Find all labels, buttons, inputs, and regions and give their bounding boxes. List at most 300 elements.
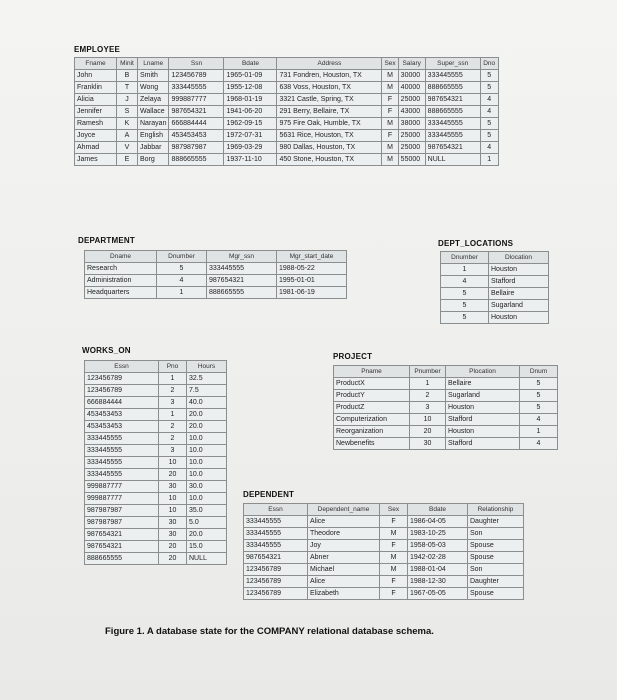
table-cell: S [117,106,138,118]
table-cell: Reorganization [334,426,410,438]
table-cell: 2 [159,433,187,445]
table-cell: 1942-02-28 [408,552,468,564]
table-cell: Bellaire [489,288,549,300]
table-cell: 333445555 [425,70,480,82]
column-header: Pname [334,366,410,378]
table-cell: 5 [441,300,489,312]
table-row [244,564,524,576]
table-row [85,421,227,433]
table-cell: Houston [446,426,520,438]
dept-locations-title: DEPT_LOCATIONS [438,239,514,248]
table-cell: 1 [480,154,498,166]
table-cell: F [382,94,398,106]
column-header: Essn [85,361,159,373]
table-cell: Daughter [468,516,524,528]
table-cell: 333445555 [85,445,159,457]
column-header: Hours [187,361,227,373]
table-row [75,94,499,106]
works-on-table [84,360,227,565]
table-cell: K [117,118,138,130]
table-cell: Zelaya [138,94,169,106]
table-cell: 333445555 [85,457,159,469]
table-cell: 4 [480,94,498,106]
table-cell: Houston [489,312,549,324]
table-cell: F [380,576,408,588]
table-cell: 123456789 [244,564,308,576]
table-row [334,402,558,414]
header-row [244,504,524,516]
table-cell: 38000 [398,118,425,130]
table-cell: Sugarland [489,300,549,312]
table-cell: 20 [159,469,187,481]
table-cell: 1 [441,264,489,276]
table-cell: 1972-07-31 [224,130,277,142]
table-cell: 638 Voss, Houston, TX [277,82,382,94]
table-row [441,312,549,324]
table-cell: M [380,528,408,540]
header-row [334,366,558,378]
table-cell: 333445555 [207,263,277,275]
table-cell: 5 [520,402,558,414]
table-cell: 25000 [398,130,425,142]
table-cell: 1986-04-05 [408,516,468,528]
table-row [85,529,227,541]
table-cell: 1955-12-08 [224,82,277,94]
table-cell: M [380,564,408,576]
table-cell: Alicia [75,94,117,106]
column-header: Super_ssn [425,58,480,70]
column-header: Sex [380,504,408,516]
table-cell: 888665555 [85,553,159,565]
table-cell: 10 [159,505,187,517]
table-cell: Spouse [468,588,524,600]
table-row [75,70,499,82]
table-cell: 30 [159,529,187,541]
table-cell: 3 [159,445,187,457]
table-cell: 2 [159,421,187,433]
table-cell: 450 Stone, Houston, TX [277,154,382,166]
table-cell: 987654321 [85,541,159,553]
table-cell: 666884444 [85,397,159,409]
table-row [441,264,549,276]
column-header: Dno [480,58,498,70]
table-cell: 10.0 [187,469,227,481]
table-cell: 5 [441,288,489,300]
table-cell: Joyce [75,130,117,142]
table-cell: 30.0 [187,481,227,493]
table-row [75,118,499,130]
table-cell: ProductZ [334,402,410,414]
table-cell: 1 [159,409,187,421]
table-cell: Jabbar [138,142,169,154]
table-cell: 1 [410,378,446,390]
table-cell: 7.5 [187,385,227,397]
table-row [244,540,524,552]
table-cell: F [380,516,408,528]
column-header: Dnum [520,366,558,378]
table-cell: M [380,552,408,564]
table-cell: Alice [308,516,380,528]
table-cell: F [382,106,398,118]
table-cell: Ahmad [75,142,117,154]
table-cell: 10.0 [187,457,227,469]
table-row [85,553,227,565]
table-cell: 30000 [398,70,425,82]
table-cell: 4 [441,276,489,288]
table-cell: 10.0 [187,493,227,505]
table-cell: 5 [441,312,489,324]
table-cell: Son [468,528,524,540]
table-cell: 1958-05-03 [408,540,468,552]
table-cell: M [382,154,398,166]
department-table [84,250,347,299]
table-cell: M [382,70,398,82]
table-cell: Headquarters [85,287,157,299]
table-cell: 453453453 [85,409,159,421]
table-cell: 2 [410,390,446,402]
table-cell: 333445555 [425,118,480,130]
table-row [334,390,558,402]
table-row [85,373,227,385]
table-row [244,516,524,528]
table-cell: 5.0 [187,517,227,529]
table-cell: Jennifer [75,106,117,118]
column-header: Ssn [169,58,224,70]
table-cell: 30 [410,438,446,450]
table-cell: 1969-03-29 [224,142,277,154]
table-cell: 888665555 [169,154,224,166]
table-cell: 123456789 [85,385,159,397]
column-header: Mgr_start_date [277,251,347,263]
table-cell: 1967-05-05 [408,588,468,600]
table-cell: 980 Dallas, Houston, TX [277,142,382,154]
table-cell: T [117,82,138,94]
table-cell: 987987987 [85,505,159,517]
table-row [441,288,549,300]
table-cell: 3321 Castle, Spring, TX [277,94,382,106]
table-row [75,130,499,142]
table-row [85,287,347,299]
table-cell: Research [85,263,157,275]
table-row [85,541,227,553]
table-cell: V [117,142,138,154]
works-on-title: WORKS_ON [82,346,131,355]
table-cell: 35.0 [187,505,227,517]
dependent-title: DEPENDENT [243,490,295,499]
table-cell: 987654321 [244,552,308,564]
table-cell: M [382,82,398,94]
table-row [244,576,524,588]
table-row [334,426,558,438]
table-cell: Computerization [334,414,410,426]
table-cell: Abner [308,552,380,564]
table-cell: 987654321 [207,275,277,287]
table-cell: 1937-11-10 [224,154,277,166]
table-cell: 987654321 [85,529,159,541]
table-row [85,433,227,445]
table-row [75,142,499,154]
table-cell: 20 [159,553,187,565]
table-cell: 10.0 [187,433,227,445]
table-cell: 987654321 [425,142,480,154]
table-cell: 20 [159,541,187,553]
table-cell: 5 [480,118,498,130]
project-title: PROJECT [333,352,373,361]
table-row [75,106,499,118]
table-row [441,276,549,288]
table-row [75,82,499,94]
table-cell: 291 Berry, Bellaire, TX [277,106,382,118]
table-cell: 30 [159,481,187,493]
column-header: Salary [398,58,425,70]
table-cell: 3 [410,402,446,414]
figure-caption: Figure 1. A database state for the COMPANY relational database schema. [105,626,434,637]
table-cell: 4 [480,142,498,154]
column-header: Dlocation [489,252,549,264]
table-cell: F [380,588,408,600]
table-row [85,493,227,505]
table-cell: 999887777 [169,94,224,106]
table-cell: ProductY [334,390,410,402]
table-cell: 1983-10-25 [408,528,468,540]
column-header: Essn [244,504,308,516]
table-cell: Ramesh [75,118,117,130]
table-cell: 5 [520,390,558,402]
table-cell: 5 [520,378,558,390]
column-header: Bdate [408,504,468,516]
table-cell: 32.5 [187,373,227,385]
table-cell: Stafford [446,414,520,426]
table-cell: 5631 Rice, Houston, TX [277,130,382,142]
column-header: Dependent_name [308,504,380,516]
table-row [85,263,347,275]
column-header: Dnumber [157,251,207,263]
table-cell: 666884444 [169,118,224,130]
table-cell: 25000 [398,142,425,154]
table-cell: Joy [308,540,380,552]
table-cell: 453453453 [169,130,224,142]
table-cell: 20 [410,426,446,438]
table-cell: Bellaire [446,378,520,390]
table-cell: 888665555 [207,287,277,299]
table-row [85,517,227,529]
table-cell: 5 [480,130,498,142]
table-cell: 5 [480,70,498,82]
column-header: Pno [159,361,187,373]
table-row [85,457,227,469]
table-cell: 123456789 [244,588,308,600]
table-cell: Theodore [308,528,380,540]
table-cell: Elizabeth [308,588,380,600]
table-cell: Spouse [468,552,524,564]
table-cell: 1988-01-04 [408,564,468,576]
table-row [334,378,558,390]
table-row [334,438,558,450]
header-row [85,361,227,373]
table-cell: Smith [138,70,169,82]
table-row [244,528,524,540]
table-cell: Stafford [489,276,549,288]
table-cell: 30 [159,517,187,529]
table-cell: 4 [480,106,498,118]
table-cell: 333445555 [244,540,308,552]
column-header: Lname [138,58,169,70]
table-cell: 3 [159,397,187,409]
table-cell: Daughter [468,576,524,588]
table-cell: Sugarland [446,390,520,402]
table-row [244,588,524,600]
table-cell: 2 [159,385,187,397]
table-cell: 15.0 [187,541,227,553]
header-row [441,252,549,264]
table-cell: 453453453 [85,421,159,433]
table-cell: 333445555 [244,516,308,528]
table-cell: 10 [410,414,446,426]
table-cell: ProductX [334,378,410,390]
table-cell: Houston [446,402,520,414]
table-cell: 888665555 [425,106,480,118]
table-cell: 333445555 [425,130,480,142]
table-cell: Michael [308,564,380,576]
table-cell: 987654321 [425,94,480,106]
table-cell: James [75,154,117,166]
column-header: Dnumber [441,252,489,264]
table-cell: 123456789 [85,373,159,385]
table-cell: F [380,540,408,552]
table-cell: B [117,70,138,82]
table-cell: 1 [159,373,187,385]
employee-title: EMPLOYEE [74,45,121,54]
table-cell: 1 [520,426,558,438]
table-cell: 731 Fondren, Houston, TX [277,70,382,82]
table-cell: 987654321 [169,106,224,118]
header-row [85,251,347,263]
column-header: Relationship [468,504,524,516]
table-cell: 975 Fire Oak, Humble, TX [277,118,382,130]
table-row [85,275,347,287]
table-cell: 888665555 [425,82,480,94]
table-cell: 10 [159,457,187,469]
table-cell: 123456789 [169,70,224,82]
table-cell: Stafford [446,438,520,450]
table-cell: 999887777 [85,481,159,493]
column-header: Mgr_ssn [207,251,277,263]
header-row [75,58,499,70]
table-cell: Newbenefits [334,438,410,450]
column-header: Plocation [446,366,520,378]
column-header: Address [277,58,382,70]
table-cell: 43000 [398,106,425,118]
table-cell: Franklin [75,82,117,94]
table-cell: 987987987 [85,517,159,529]
column-header: Sex [382,58,398,70]
table-cell: Administration [85,275,157,287]
table-cell: John [75,70,117,82]
table-cell: Borg [138,154,169,166]
table-cell: NULL [187,553,227,565]
department-title: DEPARTMENT [78,236,135,245]
table-cell: 40000 [398,82,425,94]
table-row [85,481,227,493]
table-cell: 987987987 [169,142,224,154]
column-header: Minit [117,58,138,70]
table-cell: Narayan [138,118,169,130]
table-row [85,469,227,481]
table-cell: 1981-06-19 [277,287,347,299]
table-cell: Son [468,564,524,576]
table-cell: 1941-06-20 [224,106,277,118]
project-table [333,365,558,450]
table-cell: 1995-01-01 [277,275,347,287]
dept-locations-table [440,251,549,324]
column-header: Pnumber [410,366,446,378]
table-cell: 20.0 [187,421,227,433]
table-cell: 10.0 [187,445,227,457]
column-header: Bdate [224,58,277,70]
table-cell: NULL [425,154,480,166]
table-cell: 4 [157,275,207,287]
table-cell: 20.0 [187,529,227,541]
employee-table [74,57,499,166]
table-cell: Wong [138,82,169,94]
table-row [85,385,227,397]
table-cell: E [117,154,138,166]
column-header: Fname [75,58,117,70]
table-cell: A [117,130,138,142]
table-cell: Alice [308,576,380,588]
column-header: Dname [85,251,157,263]
table-row [85,409,227,421]
table-cell: 40.0 [187,397,227,409]
table-cell: 55000 [398,154,425,166]
table-row [75,154,499,166]
table-cell: 333445555 [85,433,159,445]
table-cell: 999887777 [85,493,159,505]
table-row [334,414,558,426]
table-cell: M [382,142,398,154]
table-cell: 333445555 [169,82,224,94]
table-cell: 10 [159,493,187,505]
table-row [244,552,524,564]
table-row [85,397,227,409]
table-cell: F [382,130,398,142]
table-cell: 333445555 [244,528,308,540]
table-cell: English [138,130,169,142]
table-row [85,505,227,517]
table-cell: 20.0 [187,409,227,421]
table-cell: J [117,94,138,106]
table-cell: 1 [157,287,207,299]
table-cell: Houston [489,264,549,276]
table-cell: 4 [520,414,558,426]
table-cell: 25000 [398,94,425,106]
table-row [441,300,549,312]
table-cell: 1988-12-30 [408,576,468,588]
dependent-table [243,503,524,600]
table-cell: 1965-01-09 [224,70,277,82]
table-cell: 123456789 [244,576,308,588]
table-cell: M [382,118,398,130]
table-cell: 1968-01-19 [224,94,277,106]
table-row [85,445,227,457]
table-cell: Wallace [138,106,169,118]
table-cell: 1988-05-22 [277,263,347,275]
table-cell: 333445555 [85,469,159,481]
table-cell: 5 [480,82,498,94]
table-cell: 5 [157,263,207,275]
table-cell: 4 [520,438,558,450]
table-cell: Spouse [468,540,524,552]
